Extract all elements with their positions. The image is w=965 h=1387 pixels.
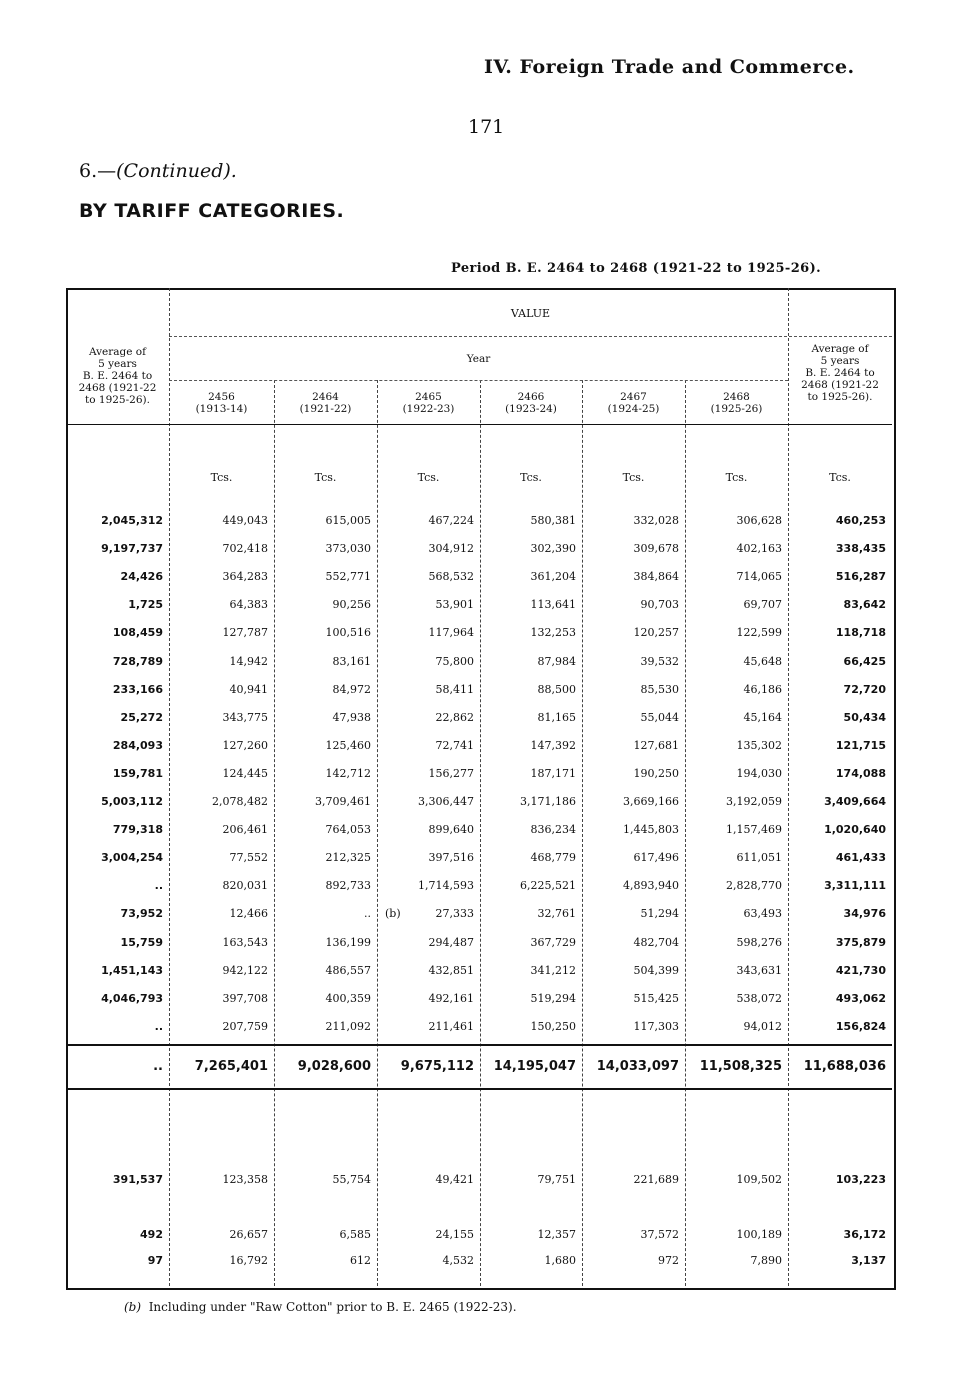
- total-top-rule: [66, 1044, 892, 1046]
- table-row-cell: 309,678: [633, 542, 679, 556]
- table-row-cell: 899,640: [428, 823, 474, 837]
- table-row-cell: 1,451,143: [101, 963, 163, 977]
- table-row-cell: 3,004,254: [101, 851, 163, 865]
- table-row-cell: 58,411: [435, 682, 474, 696]
- year-col-header: [685, 391, 788, 415]
- table-row-cell: 617,496: [633, 851, 679, 865]
- table-row-cell: 338,435: [835, 542, 886, 556]
- table-row-cell: 132,253: [530, 626, 576, 640]
- extra-row-cell: 12,357: [537, 1228, 576, 1241]
- extra-row-cell: 79,751: [537, 1173, 576, 1186]
- table-row-cell: 69,707: [743, 598, 782, 612]
- extra-row-cell: 391,537: [112, 1173, 163, 1186]
- table-row-cell: 14,942: [229, 654, 268, 668]
- left-average-header: [66, 346, 169, 406]
- extra-row-cell: 36,172: [843, 1228, 886, 1241]
- table-row-cell: 836,234: [530, 823, 576, 837]
- table-row-cell: 421,730: [835, 963, 886, 977]
- year-col-header: [582, 391, 685, 415]
- table-row-cell: 47,938: [332, 710, 371, 724]
- total-row-cell: ..: [153, 1059, 163, 1074]
- table-row-cell: 615,005: [325, 514, 371, 527]
- extra-row-cell: 221,689: [633, 1173, 679, 1186]
- subtitle-continued: (Continued).: [116, 160, 237, 182]
- extra-row-cell: 16,792: [229, 1254, 268, 1267]
- table-row-cell: 127,681: [633, 738, 679, 752]
- table-row-cell: 108,459: [112, 626, 163, 640]
- year-col-header-line: 2456: [208, 391, 235, 403]
- table-row-cell: 90,703: [640, 598, 679, 612]
- extra-row-cell: 4,532: [442, 1254, 474, 1267]
- running-head: IV. Foreign Trade and Commerce.: [484, 56, 855, 78]
- table-row-cell: 341,212: [530, 963, 576, 977]
- footnote-text: Including under "Raw Cotton" prior to B. E. 2465 (1922-23).: [148, 1300, 517, 1314]
- page-number: 171: [468, 116, 505, 138]
- table-row-cell: 85,530: [640, 682, 679, 696]
- extra-row-cell: 37,572: [640, 1228, 679, 1241]
- table-row-cell: 64,383: [229, 598, 268, 612]
- table-row-cell: 135,302: [736, 738, 782, 752]
- extra-row-cell: 97: [147, 1254, 163, 1267]
- table-row-cell: 53,901: [435, 598, 474, 612]
- table-row-cell: 3,669,166: [623, 795, 679, 808]
- left-average-header-line: 5 years: [98, 358, 137, 370]
- table-row-cell: 284,093: [112, 738, 163, 752]
- extra-row-cell: 103,223: [835, 1173, 886, 1186]
- table-row-cell: 400,359: [325, 991, 371, 1005]
- table-row-cell: 45,648: [743, 654, 782, 668]
- table-row-cell: 361,204: [530, 570, 576, 584]
- table-row-cell: 118,718: [835, 626, 886, 640]
- column-rule: [274, 380, 275, 1286]
- extra-row-cell: 1,680: [544, 1254, 576, 1267]
- table-row-cell: 432,851: [428, 963, 474, 977]
- table-row-cell: 1,157,469: [726, 823, 782, 837]
- right-average-header-line: B. E. 2464 to: [805, 367, 875, 379]
- table-row-cell: 142,712: [325, 766, 371, 780]
- table-row-cell: 4,893,940: [623, 879, 679, 893]
- table-row-cell: 159,781: [112, 766, 163, 780]
- extra-row-cell: 49,421: [435, 1173, 474, 1186]
- column-rule: [480, 380, 481, 1286]
- table-row-cell: 2,045,312: [101, 514, 163, 527]
- table-row-cell: 27,333: [435, 907, 474, 921]
- table-row-cell: 156,824: [835, 1019, 886, 1033]
- extra-row-cell: 24,155: [435, 1228, 474, 1241]
- table-row-cell: 3,306,447: [418, 795, 474, 808]
- table-row-cell: 136,199: [325, 935, 371, 949]
- table-row-cell: 194,030: [736, 766, 782, 780]
- year-rule: [169, 380, 788, 381]
- table-row-cell: 55,044: [640, 710, 679, 724]
- total-row-cell: 14,195,047: [493, 1059, 576, 1074]
- table-row-cell: 124,445: [222, 766, 268, 780]
- table-row-cell: 9,197,737: [101, 542, 163, 556]
- table-row-cell: 1,445,803: [623, 823, 679, 837]
- table-row-cell: 449,043: [222, 514, 268, 527]
- right-average-header-line: to 1925-26).: [807, 391, 873, 403]
- table-row-cell: 34,976: [843, 907, 886, 921]
- right-average-header-line: 2468 (1921-22: [801, 379, 879, 391]
- total-row-cell: 9,675,112: [400, 1059, 474, 1074]
- units-label: Tcs.: [314, 471, 337, 484]
- table-row-cell: 73,952: [120, 907, 163, 921]
- table-row-cell: 306,628: [736, 514, 782, 527]
- table-row-cell: 332,028: [633, 514, 679, 527]
- table-row-cell: 820,031: [222, 879, 268, 893]
- table-row-cell: 12,466: [229, 907, 268, 921]
- section-subhead: BY TARIFF CATEGORIES.: [79, 200, 345, 222]
- table-row-cell: 211,092: [325, 1019, 371, 1033]
- year-col-header-line: (1924-25): [607, 403, 660, 415]
- extra-row-cell: 7,890: [750, 1254, 782, 1267]
- table-row-cell: 519,294: [530, 991, 576, 1005]
- table-row-cell: 702,418: [222, 542, 268, 556]
- table-row-cell: 22,862: [435, 710, 474, 724]
- table-row-cell: 120,257: [633, 626, 679, 640]
- table-row-cell: 174,088: [835, 766, 886, 780]
- table-row-cell: 150,250: [530, 1019, 576, 1033]
- table-row-cell: 580,381: [530, 514, 576, 527]
- total-row-cell: 14,033,097: [596, 1059, 679, 1074]
- table-row-cell: 538,072: [736, 991, 782, 1005]
- table-row-cell: 397,516: [428, 851, 474, 865]
- table-row-cell: 50,434: [843, 710, 886, 724]
- table-row-cell: 1,020,640: [824, 823, 886, 837]
- table-row-cell: 3,192,059: [726, 795, 782, 808]
- column-rule: [582, 380, 583, 1286]
- table-row-cell: 163,543: [222, 935, 268, 949]
- table-row-cell: 294,487: [428, 935, 474, 949]
- table-row-cell: 1,725: [128, 598, 163, 612]
- left-average-header-line: to 1925-26).: [85, 394, 150, 406]
- year-col-header-line: 2468: [723, 391, 750, 403]
- value-header: VALUE: [510, 307, 551, 320]
- table-row-cell: 156,277: [428, 766, 474, 780]
- trade-table: [66, 288, 894, 1288]
- table-row-cell: 51,294: [640, 907, 679, 921]
- table-row-cell: 611,051: [736, 851, 782, 865]
- table-row-cell: 3,409,664: [824, 795, 886, 808]
- units-label: Tcs.: [829, 471, 851, 484]
- table-row-cell: 942,122: [222, 963, 268, 977]
- period-heading: Period B. E. 2464 to 2468 (1921-22 to 1925-26).: [451, 261, 822, 276]
- table-row-cell: 367,729: [530, 935, 576, 949]
- units-label: Tcs.: [210, 471, 233, 484]
- table-row-cell: 304,912: [428, 542, 474, 556]
- table-row-cell: 552,771: [325, 570, 371, 584]
- footnote: [124, 1300, 517, 1314]
- extra-row-cell: 123,358: [222, 1173, 268, 1186]
- table-row-cell: 4,046,793: [101, 991, 163, 1005]
- total-row-cell: 9,028,600: [297, 1059, 371, 1074]
- table-row-cell: 206,461: [222, 823, 268, 837]
- table-row-cell: 3,709,461: [315, 795, 371, 808]
- year-col-header: [480, 391, 582, 415]
- year-col-header-line: (1921-22): [299, 403, 352, 415]
- table-row-cell: 77,552: [229, 851, 268, 865]
- extra-row-cell: 612: [350, 1254, 371, 1267]
- table-row-cell: 25,272: [120, 710, 163, 724]
- table-row-cell: ..: [154, 1019, 163, 1033]
- table-row-cell: 714,065: [736, 570, 782, 584]
- year-col-header-line: (1925-26): [710, 403, 763, 415]
- column-rule: [685, 380, 686, 1286]
- table-row-cell: 122,599: [736, 626, 782, 640]
- year-col-header: [169, 391, 274, 415]
- table-row-cell: ..: [364, 907, 371, 921]
- note-b-marker: (b): [385, 907, 401, 921]
- year-col-header-line: 2465: [415, 391, 442, 403]
- units-label: Tcs.: [417, 471, 440, 484]
- column-rule: [377, 380, 378, 1286]
- table-row-cell: 516,287: [835, 570, 886, 584]
- table-row-cell: 15,759: [120, 935, 163, 949]
- table-row-cell: 45,164: [743, 710, 782, 724]
- right-average-header: [788, 343, 892, 403]
- table-row-cell: 190,250: [633, 766, 679, 780]
- table-row-cell: ..: [154, 879, 163, 893]
- year-col-header-line: (1922-23): [402, 403, 455, 415]
- table-row-cell: 100,516: [325, 626, 371, 640]
- table-row-cell: 598,276: [736, 935, 782, 949]
- table-row-cell: 504,399: [633, 963, 679, 977]
- table-row-cell: 460,253: [835, 514, 886, 527]
- table-row-cell: 32,761: [537, 907, 576, 921]
- left-average-header-line: Average of: [88, 346, 147, 358]
- year-col-header: [377, 391, 480, 415]
- table-row-cell: 779,318: [112, 823, 163, 837]
- total-row-cell: 11,688,036: [803, 1059, 886, 1074]
- year-col-header-line: (1923-24): [505, 403, 557, 415]
- table-row-cell: 3,171,186: [520, 795, 576, 808]
- left-average-header-line: B. E. 2464 to: [82, 370, 153, 382]
- table-row-cell: 302,390: [530, 542, 576, 556]
- table-row-cell: 84,972: [332, 682, 371, 696]
- table-row-cell: 83,642: [843, 598, 886, 612]
- table-row-cell: 6,225,521: [520, 879, 576, 893]
- table-row-cell: 2,078,482: [212, 795, 268, 808]
- table-row-cell: 568,532: [428, 570, 474, 584]
- table-row-cell: 87,984: [537, 654, 576, 668]
- table-row-cell: 492,161: [428, 991, 474, 1005]
- table-row-cell: 147,392: [530, 738, 576, 752]
- year-col-header-line: (1913-14): [195, 403, 248, 415]
- table-row-cell: 764,053: [325, 823, 371, 837]
- table-row-cell: 5,003,112: [101, 795, 163, 808]
- extra-row-cell: 492: [140, 1228, 163, 1241]
- subtitle: [79, 160, 237, 182]
- table-row-cell: 364,283: [222, 570, 268, 584]
- table-row-cell: 343,775: [222, 710, 268, 724]
- table-row-cell: 467,224: [428, 514, 474, 527]
- table-row-cell: 117,303: [633, 1019, 679, 1033]
- table-row-cell: 493,062: [835, 991, 886, 1005]
- right-average-header-line: 5 years: [820, 355, 860, 367]
- column-rule: [169, 288, 170, 1286]
- table-row-cell: 90,256: [332, 598, 371, 612]
- table-row-cell: 397,708: [222, 991, 268, 1005]
- extra-row-cell: 109,502: [736, 1173, 782, 1186]
- right-average-header-line: Average of: [811, 343, 869, 355]
- table-row-cell: 211,461: [428, 1019, 474, 1033]
- units-label: Tcs.: [520, 471, 542, 484]
- column-rule: [788, 288, 789, 1286]
- table-row-cell: 94,012: [743, 1019, 782, 1033]
- table-row-cell: 117,964: [428, 626, 474, 640]
- table-row-cell: 3,311,111: [824, 879, 886, 893]
- units-label: Tcs.: [725, 471, 748, 484]
- table-frame: [66, 288, 896, 1290]
- table-row-cell: 127,260: [222, 738, 268, 752]
- extra-row-cell: 972: [658, 1254, 679, 1267]
- table-row-cell: 81,165: [537, 710, 576, 724]
- left-average-header-line: 2468 (1921-22: [78, 382, 157, 394]
- extra-row-cell: 55,754: [332, 1173, 371, 1186]
- table-row-cell: 233,166: [112, 682, 163, 696]
- table-row-cell: 207,759: [222, 1019, 268, 1033]
- year-col-header-line: 2464: [312, 391, 339, 403]
- table-row-cell: 482,704: [633, 935, 679, 949]
- table-row-cell: 83,161: [332, 654, 371, 668]
- units-label: Tcs.: [622, 471, 645, 484]
- table-row-cell: 468,779: [530, 851, 576, 865]
- table-row-cell: 212,325: [325, 851, 371, 865]
- table-row-cell: 892,733: [325, 879, 371, 893]
- table-row-cell: 375,879: [835, 935, 886, 949]
- table-row-cell: 63,493: [743, 907, 782, 921]
- extra-row-cell: 6,585: [339, 1228, 371, 1241]
- table-row-cell: 1,714,593: [418, 879, 474, 893]
- extra-row-cell: 100,189: [736, 1228, 782, 1241]
- header-bottom-rule: [66, 424, 892, 425]
- table-row-cell: 46,186: [743, 682, 782, 696]
- table-row-cell: 2,828,770: [726, 879, 782, 893]
- table-row-cell: 72,741: [435, 738, 474, 752]
- table-row-cell: 125,460: [325, 738, 371, 752]
- extra-row-cell: 26,657: [229, 1228, 268, 1241]
- total-bottom-rule: [66, 1088, 892, 1090]
- table-row-cell: 121,715: [835, 738, 886, 752]
- table-row-cell: 486,557: [325, 963, 371, 977]
- footnote-mark: (b): [124, 1300, 142, 1314]
- subtitle-number: 6.—: [79, 160, 117, 182]
- table-row-cell: 113,641: [530, 598, 576, 612]
- value-rule: [169, 336, 892, 337]
- table-row-cell: 728,789: [112, 654, 163, 668]
- year-col-header: [274, 391, 377, 415]
- table-row-cell: 461,433: [835, 851, 886, 865]
- table-row-cell: 384,864: [633, 570, 679, 584]
- table-row-cell: 72,720: [843, 682, 886, 696]
- table-row-cell: 24,426: [120, 570, 163, 584]
- table-row-cell: 39,532: [640, 654, 679, 668]
- year-col-header-line: 2466: [517, 391, 545, 403]
- table-row-cell: 88,500: [537, 682, 576, 696]
- table-row-cell: 40,941: [229, 682, 268, 696]
- table-row-cell: 402,163: [736, 542, 782, 556]
- year-header: Year: [466, 353, 491, 365]
- table-row-cell: 515,425: [633, 991, 679, 1005]
- total-row-cell: 11,508,325: [699, 1059, 782, 1074]
- table-row-cell: 373,030: [325, 542, 371, 556]
- table-row-cell: 66,425: [843, 654, 886, 668]
- total-row-cell: 7,265,401: [194, 1059, 268, 1074]
- year-col-header-line: 2467: [620, 391, 647, 403]
- table-row-cell: 127,787: [222, 626, 268, 640]
- table-row-cell: 187,171: [530, 766, 576, 780]
- extra-row-cell: 3,137: [851, 1254, 886, 1267]
- table-row-cell: 343,631: [736, 963, 782, 977]
- table-row-cell: 75,800: [435, 654, 474, 668]
